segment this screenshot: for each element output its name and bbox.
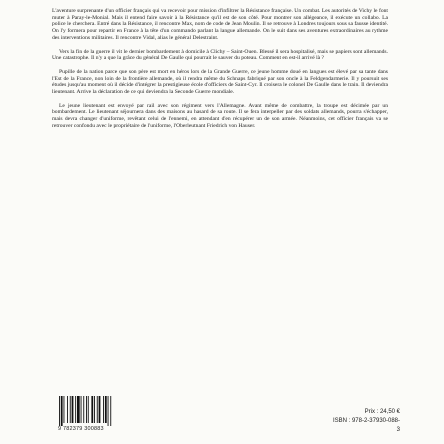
barcode-bar	[94, 396, 95, 423]
barcode-bar	[108, 396, 109, 426]
barcode-bar	[75, 396, 76, 423]
barcode-digits: 9 782379 300883	[58, 426, 104, 432]
barcode-bar	[91, 396, 93, 423]
barcode-bar	[61, 396, 63, 426]
barcode-bar	[105, 396, 107, 423]
barcode-bars	[58, 396, 120, 426]
barcode-bar	[59, 396, 60, 426]
blurb-paragraph-1: L'aventure surprenante d'un officier français qui va recevoir pour mission d'infiltrer la Résistance française. Un combat. Les autorités de Vichy le font muter à Paray-le-Monial. Mais il entend faire savoir à la Résistance qu'il est de son côté. Pour montrer son allégeance, il exécute un collabo. La police le cherchera. Entré dans la Résistance, il rencontre Max, nom de code de Jean Moulin. Il se retrouve à Londres toujours sous sa fausse identité. On l'y formera pour repartir en France à la tête d'un commando parlant la langue allemande. On le suit dans ses aventures extraordinaires au rythme des interventions militaires. Il rencontre Vidal, alias le général Delestraint.	[52, 8, 388, 41]
barcode-bar	[64, 396, 65, 423]
barcode-bar	[88, 396, 89, 423]
barcode-bar	[99, 396, 101, 423]
blurb-paragraph-2: Vers la fin de la guerre il vit le dernier bombardement à domicile à Clichy – Saint-Ouen. Blessé il sera hospitalisé, mais se papiers sont allemands. Une catastrophe. Il n'y a que la grâce du général De Gaulle qui pourrait le sauver du poteau. Comment en est-il arrivé là ?	[52, 48, 388, 62]
barcode-bar	[103, 396, 104, 423]
barcode-bar	[77, 396, 80, 423]
price-block	[330, 408, 400, 435]
isbn-barcode	[58, 396, 120, 436]
back-cover-blurb	[52, 8, 388, 137]
barcode-bar	[67, 396, 68, 423]
barcode-bar	[72, 396, 74, 423]
barcode-bar	[83, 396, 84, 423]
blurb-paragraph-4: Le jeune lieutenant est envoyé par rail avec son régiment vers l'Allemagne. Avant même de combattre, la troupe est décimée par un bombardement. Le lieutenant séjournera dans des maisons au hasard de sa route. Il se fera interpeller par des soldats allemands, pourra s'échapper, mais devra changer d'uniforme, revêtant celui de l'ennemi, en attendant d'en récupérer un de son armée. Néanmoins, cet officier français va se retrouver confondu avec le propriétaire de l'uniforme, l'Oberleutnant Friedrich von Hauser.	[52, 102, 388, 129]
barcode-bar	[70, 396, 71, 423]
blurb-paragraph-3: Pupille de la nation parce que son père est mort en héros lors de la Grande Guerre, ce jeune homme doué en langues est élevé par sa tante dans l'Est de la France, non loin de la frontière allemande, où il rendra même du Schnaps fabriqué par son oncle à la Feldgendarmerie. Il y poursuit ses études jusqu'au moment où il décide d'intégrer la prestigieuse école d'officiers de Saint-Cyr. Il croisera le colonel De Gaulle dans le train. Il deviendra lieutenant. Arrive la déclaration de ce qui deviendra la Seconde Guerre mondiale.	[52, 68, 388, 96]
barcode-bar	[110, 396, 111, 426]
price-label: Prix : 24,50 €	[364, 409, 400, 415]
barcode-bar	[81, 396, 82, 423]
barcode-bar	[97, 396, 98, 423]
barcode-bar	[86, 396, 87, 423]
isbn-label: ISBN : 978-2-37930-088-3	[332, 418, 400, 433]
